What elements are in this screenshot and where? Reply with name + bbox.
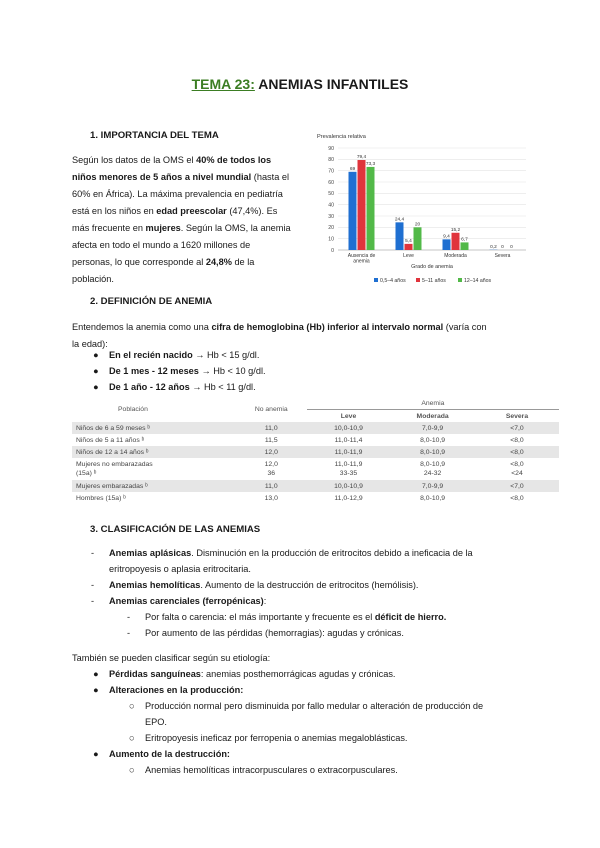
col-header-severa: Severa	[505, 412, 529, 420]
col-header-moderada: Moderada	[416, 412, 449, 420]
data-label: 6,7	[461, 237, 468, 243]
bar-2-2	[405, 244, 413, 250]
y-tick-label: 90	[328, 145, 334, 152]
para-line: niños menores de 5 años a nivel mundial (hasta el	[72, 172, 290, 182]
table-row: Hombres (15a) ᵇ 13,0 11,0-12,9 8,0-10,9 <8,0	[76, 494, 524, 502]
legend-label: 12–14 años	[464, 278, 492, 284]
list-item: ○ Anemias hemolíticas intracorpusculares o extracorpusculares.	[129, 765, 398, 775]
legend-swatch	[416, 278, 420, 282]
data-label: 9,4	[443, 234, 450, 240]
bar-3-2	[452, 233, 460, 250]
data-label: 79,4	[356, 155, 367, 161]
y-tick-label: 20	[328, 225, 334, 232]
legend-label: 0,5–4 años	[380, 278, 406, 284]
y-tick-label: 10	[328, 236, 334, 243]
y-tick-label: 60	[328, 179, 334, 186]
list-item: ● De 1 año - 12 años → Hb < 11 g/dl.	[93, 382, 256, 392]
section-3-heading: 3. CLASIFICACIÓN DE LAS ANEMIAS	[90, 524, 261, 535]
para-line: Según los datos de la OMS el 40% de todos los	[72, 155, 272, 165]
para-line: Entendemos la anemia como una cifra de hemoglobina (Hb) inferior al intervalo normal (varía con	[72, 322, 487, 332]
data-label: 0	[501, 245, 504, 250]
list-item: - Por aumento de las pérdidas (hemorragias): agudas y crónicas.	[127, 628, 404, 638]
chart-ylabel: Prevalencia relativa	[317, 134, 366, 140]
x-tick-label: Severa	[494, 253, 511, 259]
para-line: está en los niños en edad preescolar (47,4%). Es	[72, 206, 278, 216]
table-row: Niños de 6 a 59 meses ᵇ 11,0 10,0-10,9 7,0-9,9 <7,0	[72, 422, 559, 434]
definition-paragraph	[72, 319, 542, 353]
data-label: 0,2	[490, 244, 497, 250]
legend-swatch	[374, 278, 378, 282]
para-line: población.	[72, 274, 114, 284]
list-item-continuation: eritropoyesis o aplasia eritrocitaria.	[109, 564, 251, 574]
para-line: más frecuente en mujeres. Según la OMS, la anemia	[72, 223, 291, 233]
data-label: 20	[414, 222, 421, 228]
chart-xlabel: Grado de anemia	[411, 264, 453, 270]
para-line: afecta en todo el mundo a 1620 millones de	[72, 240, 251, 250]
y-tick-label: 0	[331, 247, 334, 254]
table-row: Mujeres embarazadas ᵇ 11,0 10,0-10,9 7,0-9,9 <7,0	[72, 480, 559, 492]
data-label: 73,3	[365, 161, 376, 167]
col-header-poblacion: Población	[118, 406, 148, 413]
x-tick-label: anemia	[353, 258, 370, 265]
etiology-intro: También se pueden clasificar según su etiología:	[72, 653, 271, 663]
list-item: ● De 1 mes - 12 meses → Hb < 10 g/dl.	[93, 366, 266, 376]
para-line: 60% en África). La máxima prevalencia en pediatría	[72, 189, 283, 199]
col-header-no-anemia: No anemia	[254, 406, 288, 413]
bar-3-3	[461, 242, 469, 250]
data-label: 24,4	[394, 217, 405, 223]
legend-label: 5–11 años	[422, 278, 446, 284]
para-line: la edad):	[72, 339, 108, 349]
table-row: Niños de 12 a 14 años ᵇ 12,0 11,0-11,9 8,0-10,9 <8,0	[72, 446, 559, 458]
section-1-heading: 1. IMPORTANCIA DEL TEMA	[90, 130, 219, 141]
table-row: Mujeres no embarazadas (15a) ᵇ 12,0 36 11,0-11,9 33-35 8,0-10,9 24-32 <8,0 <24	[76, 461, 524, 477]
bar-1-1	[349, 172, 357, 250]
prevalence-bar-chart	[314, 128, 529, 288]
anemia-threshold-table	[72, 397, 559, 504]
x-tick-label: Leve	[403, 253, 414, 259]
section-2-heading: 2. DEFINICIÓN DE ANEMIA	[90, 296, 213, 307]
bar-2-1	[396, 222, 404, 250]
page-title: TEMA 23: ANEMIAS INFANTILES	[191, 76, 409, 92]
data-label: 5,4	[405, 238, 412, 244]
y-tick-label: 80	[328, 157, 334, 164]
data-label: 0	[510, 245, 513, 250]
para-line: personas, lo que corresponde al 24,8% de la	[72, 257, 255, 267]
data-label: 15,2	[450, 227, 461, 233]
list-item: ● Pérdidas sanguíneas: anemias posthemorrágicas agudas y crónicas.	[93, 669, 396, 679]
list-item-continuation: EPO.	[145, 717, 167, 727]
col-header-anemia: Anemia	[307, 397, 559, 410]
list-item: ● Aumento de la destrucción:	[93, 749, 230, 759]
list-item: - Anemias carenciales (ferropénicas):	[91, 596, 267, 606]
col-header-leve: Leve	[340, 412, 357, 420]
list-item: - Anemias hemolíticas. Aumento de la destrucción de eritrocitos (hemólisis).	[91, 580, 419, 590]
data-label: 69	[349, 166, 356, 172]
bar-1-3	[367, 167, 375, 250]
list-item: ○ Eritropoyesis ineficaz por ferropenia o anemias megaloblásticas.	[129, 733, 408, 743]
list-item: ● Alteraciones en la producción:	[93, 685, 244, 695]
y-tick-label: 30	[328, 213, 334, 220]
list-item: ● En el recién nacido → Hb < 15 g/dl.	[93, 350, 260, 360]
table-row: Niños de 5 a 11 años ᵇ 11,5 11,0-11,4 8,0-10,9 <8,0	[76, 436, 524, 444]
section-1-paragraph	[72, 152, 312, 288]
y-tick-label: 40	[328, 202, 334, 209]
y-tick-label: 70	[328, 168, 334, 175]
bar-1-2	[358, 160, 366, 250]
list-item: - Por falta o carencia: el más importante y frecuente es el déficit de hierro.	[127, 612, 447, 622]
x-tick-label: Moderada	[444, 253, 467, 259]
x-tick-label: Ausencia de	[347, 253, 376, 259]
y-tick-label: 50	[328, 191, 334, 198]
legend-swatch	[458, 278, 462, 282]
list-item: - Anemias aplásicas. Disminución en la producción de eritrocitos debido a ineficacia de la	[91, 548, 473, 558]
list-item: ○ Producción normal pero disminuida por fallo medular o alteración de producción de	[129, 701, 484, 711]
bar-3-1	[443, 239, 451, 250]
bar-2-3	[414, 227, 422, 250]
